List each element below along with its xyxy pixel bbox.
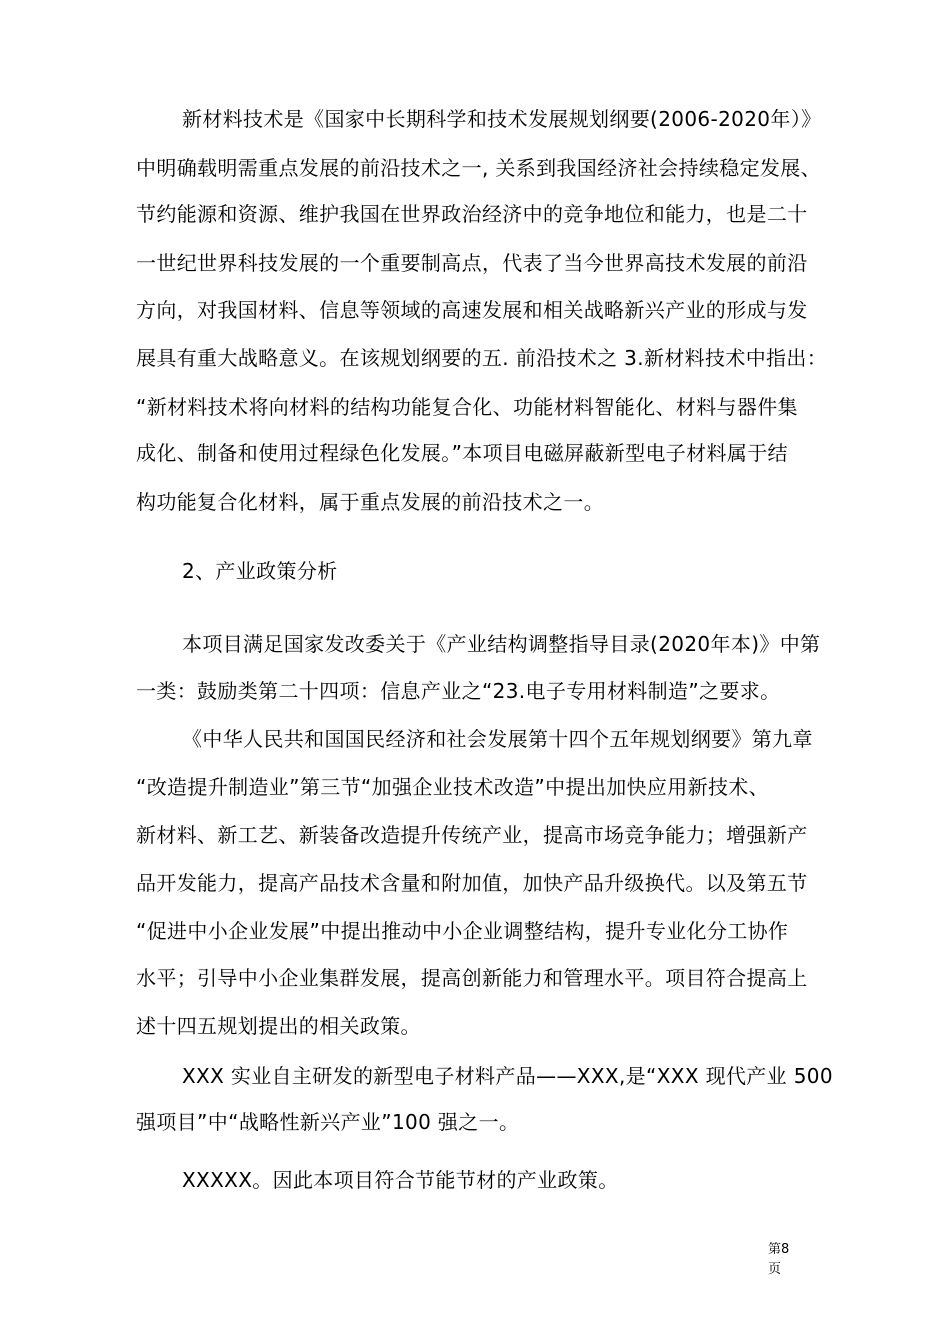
paragraph-line: 新材料技术是《国家中长期科学和技术发展规划纲要(2006-2020年）》 <box>182 107 822 131</box>
paragraph-line: XXXXX。因此本项目符合节能节材的产业政策。 <box>182 1168 619 1192</box>
paragraph-line: 中明确载明需重点发展的前沿技术之一, 关系到我国经济社会持续稳定发展、 <box>136 156 821 180</box>
paragraph-line: 一类：鼓励类第二十四项：信息产业之“23.电子专用材料制造”之要求。 <box>136 679 781 703</box>
paragraph-line: “新材料技术将向材料的结构功能复合化、功能材料智能化、材料与器件集 <box>136 395 798 419</box>
paragraph-line: 强项目”中“战略性新兴产业”100 强之一。 <box>136 1110 520 1134</box>
paragraph-line: 《中华人民共和国国民经济和社会发展第十四个五年规划纲要》第九章 <box>182 727 813 751</box>
paragraph-line: 新材料、新工艺、新装备改造提升传统产业，提高市场竞争能力；增强新产 <box>136 823 808 847</box>
paragraph-line: 展具有重大战略意义。在该规划纲要的五. 前沿技术之 3.新材料技术中指出： <box>136 346 828 370</box>
paragraph-line: 本项目满足国家发改委关于《产业结构调整指导目录(2020年本)》中第 <box>182 632 821 656</box>
paragraph-line: 水平；引导中小企业集群发展，提高创新能力和管理水平。项目符合提高上 <box>136 966 808 990</box>
paragraph-line: “改造提升制造业”第三节“加强企业技术改造”中提出加快应用新技术、 <box>136 775 769 799</box>
paragraph-line: 述十四五规划提出的相关政策。 <box>136 1014 421 1038</box>
paragraph-line: 一世纪世界科技发展的一个重要制高点，代表了当今世界高技术发展的前沿 <box>136 251 808 275</box>
paragraph-line: 品开发能力，提高产品技术含量和附加值，加快产品升级换代。以及第五节 <box>136 871 808 895</box>
paragraph-line: “促进中小企业发展”中提出推动中小企业调整结构，提升专业化分工协作 <box>136 919 789 943</box>
paragraph-line: 构功能复合化材料，属于重点发展的前沿技术之一。 <box>136 490 605 514</box>
page-number: 第8 页 <box>768 1242 790 1277</box>
paragraph-line: 节约能源和资源、维护我国在世界政治经济中的竞争地位和能力，也是二十 <box>136 202 808 226</box>
section-heading: 2、产业政策分析 <box>182 559 338 583</box>
paragraph-line: XXX 实业自主研发的新型电子材料产品——XXX,是“XXX 现代产业 500 <box>182 1064 833 1088</box>
paragraph-line: 方向，对我国材料、信息等领域的高速发展和相关战略新兴产业的形成与发 <box>136 298 808 322</box>
paragraph-line: 成化、制备和使用过程绿色化发展。”本项目电磁屏蔽新型电子材料属于结 <box>136 441 788 465</box>
